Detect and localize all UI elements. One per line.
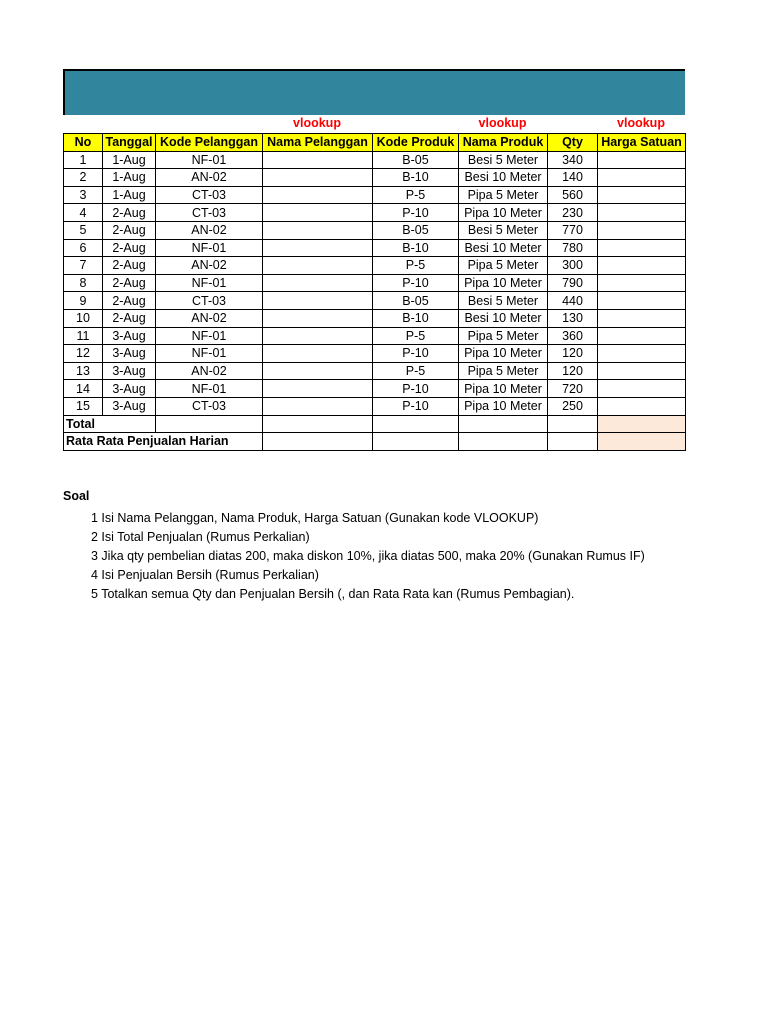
average-cell-kode-produk[interactable]	[373, 433, 459, 451]
cell-tanggal[interactable]: 2-Aug	[103, 221, 156, 239]
cell-tanggal[interactable]: 1-Aug	[103, 186, 156, 204]
average-cell-harga-satuan[interactable]	[598, 433, 686, 451]
cell-no[interactable]: 14	[64, 380, 103, 398]
cell-nama-produk[interactable]: Pipa 5 Meter	[459, 327, 548, 345]
cell-nama-produk[interactable]: Pipa 5 Meter	[459, 362, 548, 380]
cell-nama-produk[interactable]: Pipa 10 Meter	[459, 274, 548, 292]
cell-qty[interactable]: 440	[548, 292, 598, 310]
cell-harga-satuan[interactable]	[598, 362, 686, 380]
cell-harga-satuan[interactable]	[598, 204, 686, 222]
cell-kode-produk[interactable]: B-05	[373, 221, 459, 239]
cell-tanggal[interactable]: 1-Aug	[103, 169, 156, 187]
header-kode-produk[interactable]: Kode Produk	[373, 134, 459, 152]
average-cell-nama-produk[interactable]	[459, 433, 548, 451]
cell-no[interactable]: 5	[64, 221, 103, 239]
table-row	[64, 221, 686, 239]
cell-qty[interactable]: 360	[548, 327, 598, 345]
cell-kode-pelanggan[interactable]: AN-02	[156, 362, 263, 380]
cell-qty[interactable]: 780	[548, 239, 598, 257]
header-tanggal[interactable]: Tanggal	[103, 134, 156, 152]
vlookup-note-harga-satuan: vlookup	[617, 116, 665, 130]
cell-kode-produk[interactable]: B-05	[373, 292, 459, 310]
cell-nama-produk[interactable]: Pipa 10 Meter	[459, 204, 548, 222]
soal-item: 4 Isi Penjualan Bersih (Rumus Perkalian)	[91, 568, 319, 582]
cell-kode-produk[interactable]: P-5	[373, 186, 459, 204]
cell-nama-produk[interactable]: Besi 10 Meter	[459, 169, 548, 187]
total-cell-nama-produk[interactable]	[459, 415, 548, 433]
cell-nama-produk[interactable]: Pipa 5 Meter	[459, 257, 548, 275]
cell-no[interactable]: 10	[64, 309, 103, 327]
cell-no[interactable]: 4	[64, 204, 103, 222]
cell-kode-produk[interactable]: P-10	[373, 380, 459, 398]
cell-nama-pelanggan[interactable]	[263, 239, 373, 257]
cell-nama-pelanggan[interactable]	[263, 397, 373, 415]
total-cell-tanggal[interactable]	[103, 415, 156, 433]
table-row	[64, 151, 686, 169]
cell-kode-pelanggan[interactable]: AN-02	[156, 309, 263, 327]
cell-kode-pelanggan[interactable]: NF-01	[156, 380, 263, 398]
cell-kode-pelanggan[interactable]: NF-01	[156, 239, 263, 257]
title-banner	[63, 69, 685, 115]
cell-kode-produk[interactable]: P-5	[373, 362, 459, 380]
cell-harga-satuan[interactable]	[598, 327, 686, 345]
cell-kode-produk[interactable]: B-05	[373, 151, 459, 169]
cell-nama-pelanggan[interactable]	[263, 362, 373, 380]
total-cell-harga-satuan[interactable]	[598, 415, 686, 433]
cell-harga-satuan[interactable]	[598, 274, 686, 292]
cell-nama-pelanggan[interactable]	[263, 274, 373, 292]
total-cell-nama-pelanggan[interactable]	[263, 415, 373, 433]
cell-kode-pelanggan[interactable]: AN-02	[156, 257, 263, 275]
cell-harga-satuan[interactable]	[598, 169, 686, 187]
cell-kode-produk[interactable]: P-10	[373, 204, 459, 222]
cell-no[interactable]: 1	[64, 151, 103, 169]
total-label[interactable]: Total	[64, 415, 103, 433]
cell-qty[interactable]: 120	[548, 345, 598, 363]
cell-no[interactable]: 6	[64, 239, 103, 257]
cell-nama-pelanggan[interactable]	[263, 292, 373, 310]
cell-kode-produk[interactable]: P-10	[373, 397, 459, 415]
table-row	[64, 186, 686, 204]
header-no[interactable]: No	[64, 134, 103, 152]
total-cell-kode-produk[interactable]	[373, 415, 459, 433]
cell-harga-satuan[interactable]	[598, 186, 686, 204]
cell-kode-pelanggan[interactable]: CT-03	[156, 292, 263, 310]
cell-nama-pelanggan[interactable]	[263, 380, 373, 398]
total-row	[64, 415, 686, 433]
cell-harga-satuan[interactable]	[598, 397, 686, 415]
soal-item: 5 Totalkan semua Qty dan Penjualan Bersih (, dan Rata Rata kan (Rumus Pembagian).	[91, 587, 575, 601]
cell-nama-produk[interactable]: Pipa 10 Meter	[459, 345, 548, 363]
cell-kode-produk[interactable]: P-10	[373, 345, 459, 363]
table-row	[64, 257, 686, 275]
cell-qty[interactable]: 790	[548, 274, 598, 292]
cell-harga-satuan[interactable]	[598, 239, 686, 257]
soal-item: 2 Isi Total Penjualan (Rumus Perkalian)	[91, 530, 310, 544]
table-row	[64, 274, 686, 292]
cell-no[interactable]: 13	[64, 362, 103, 380]
cell-kode-produk[interactable]: P-5	[373, 257, 459, 275]
cell-tanggal[interactable]: 1-Aug	[103, 151, 156, 169]
average-cell-nama-pelanggan[interactable]	[263, 433, 373, 451]
header-nama-produk[interactable]: Nama Produk	[459, 134, 548, 152]
cell-qty[interactable]: 130	[548, 309, 598, 327]
cell-harga-satuan[interactable]	[598, 309, 686, 327]
cell-harga-satuan[interactable]	[598, 345, 686, 363]
cell-no[interactable]: 11	[64, 327, 103, 345]
cell-harga-satuan[interactable]	[598, 380, 686, 398]
cell-kode-pelanggan[interactable]: CT-03	[156, 397, 263, 415]
table-row	[64, 380, 686, 398]
table-row	[64, 292, 686, 310]
cell-kode-pelanggan[interactable]: NF-01	[156, 327, 263, 345]
cell-tanggal[interactable]: 2-Aug	[103, 292, 156, 310]
cell-kode-pelanggan[interactable]: CT-03	[156, 186, 263, 204]
cell-qty[interactable]: 340	[548, 151, 598, 169]
cell-harga-satuan[interactable]	[598, 151, 686, 169]
sales-table	[63, 133, 686, 451]
cell-nama-produk[interactable]: Pipa 10 Meter	[459, 397, 548, 415]
cell-qty[interactable]: 230	[548, 204, 598, 222]
table-row	[64, 397, 686, 415]
cell-no[interactable]: 8	[64, 274, 103, 292]
cell-harga-satuan[interactable]	[598, 257, 686, 275]
cell-tanggal[interactable]: 3-Aug	[103, 362, 156, 380]
cell-qty[interactable]: 250	[548, 397, 598, 415]
table-header-row	[64, 134, 686, 152]
cell-kode-produk[interactable]: P-5	[373, 327, 459, 345]
cell-nama-pelanggan[interactable]	[263, 204, 373, 222]
average-cell-qty[interactable]	[548, 433, 598, 451]
soal-title: Soal	[63, 489, 90, 503]
cell-nama-produk[interactable]: Besi 10 Meter	[459, 309, 548, 327]
cell-qty[interactable]: 720	[548, 380, 598, 398]
cell-nama-pelanggan[interactable]	[263, 327, 373, 345]
cell-tanggal[interactable]: 3-Aug	[103, 380, 156, 398]
table-row	[64, 309, 686, 327]
soal-item: 3 Jika qty pembelian diatas 200, maka diskon 10%, jika diatas 500, maka 20% (Gunakan Rumus IF)	[91, 549, 645, 563]
header-harga-satuan[interactable]: Harga Satuan	[598, 134, 686, 152]
cell-nama-pelanggan[interactable]	[263, 169, 373, 187]
table-row	[64, 239, 686, 257]
table-row	[64, 169, 686, 187]
cell-kode-pelanggan[interactable]: AN-02	[156, 221, 263, 239]
cell-tanggal[interactable]: 2-Aug	[103, 309, 156, 327]
cell-kode-pelanggan[interactable]: NF-01	[156, 274, 263, 292]
cell-kode-produk[interactable]: B-10	[373, 239, 459, 257]
header-qty[interactable]: Qty	[548, 134, 598, 152]
table-row	[64, 204, 686, 222]
cell-qty[interactable]: 300	[548, 257, 598, 275]
cell-kode-produk[interactable]: P-10	[373, 274, 459, 292]
table-row	[64, 362, 686, 380]
cell-kode-pelanggan[interactable]: CT-03	[156, 204, 263, 222]
cell-no[interactable]: 7	[64, 257, 103, 275]
soal-item: 1 Isi Nama Pelanggan, Nama Produk, Harga Satuan (Gunakan kode VLOOKUP)	[91, 511, 539, 525]
cell-nama-produk[interactable]: Besi 5 Meter	[459, 292, 548, 310]
cell-nama-produk[interactable]: Besi 5 Meter	[459, 221, 548, 239]
cell-nama-produk[interactable]: Besi 10 Meter	[459, 239, 548, 257]
cell-nama-produk[interactable]: Besi 5 Meter	[459, 151, 548, 169]
cell-qty[interactable]: 120	[548, 362, 598, 380]
cell-tanggal[interactable]: 3-Aug	[103, 397, 156, 415]
cell-qty[interactable]: 140	[548, 169, 598, 187]
cell-no[interactable]: 15	[64, 397, 103, 415]
cell-nama-produk[interactable]: Pipa 5 Meter	[459, 186, 548, 204]
cell-tanggal[interactable]: 2-Aug	[103, 274, 156, 292]
total-cell-qty[interactable]	[548, 415, 598, 433]
cell-kode-pelanggan[interactable]: NF-01	[156, 345, 263, 363]
cell-nama-pelanggan[interactable]	[263, 186, 373, 204]
cell-nama-pelanggan[interactable]	[263, 221, 373, 239]
vlookup-note-nama-produk: vlookup	[478, 116, 527, 130]
cell-no[interactable]: 2	[64, 169, 103, 187]
average-label[interactable]: Rata Rata Penjualan Harian	[64, 433, 263, 451]
cell-tanggal[interactable]: 2-Aug	[103, 239, 156, 257]
cell-nama-pelanggan[interactable]	[263, 257, 373, 275]
cell-tanggal[interactable]: 2-Aug	[103, 257, 156, 275]
cell-kode-produk[interactable]: B-10	[373, 169, 459, 187]
cell-tanggal[interactable]: 3-Aug	[103, 345, 156, 363]
vlookup-note-nama-pelanggan: vlookup	[293, 116, 341, 130]
soal-list	[91, 509, 645, 604]
cell-harga-satuan[interactable]	[598, 292, 686, 310]
cell-harga-satuan[interactable]	[598, 221, 686, 239]
cell-qty[interactable]: 560	[548, 186, 598, 204]
cell-kode-produk[interactable]: B-10	[373, 309, 459, 327]
average-row	[64, 433, 686, 451]
header-kode-pelanggan[interactable]: Kode Pelanggan	[156, 134, 263, 152]
cell-no[interactable]: 12	[64, 345, 103, 363]
cell-kode-pelanggan[interactable]: AN-02	[156, 169, 263, 187]
cell-nama-pelanggan[interactable]	[263, 309, 373, 327]
cell-qty[interactable]: 770	[548, 221, 598, 239]
cell-nama-pelanggan[interactable]	[263, 345, 373, 363]
table-row	[64, 345, 686, 363]
cell-nama-pelanggan[interactable]	[263, 151, 373, 169]
cell-tanggal[interactable]: 3-Aug	[103, 327, 156, 345]
cell-nama-produk[interactable]: Pipa 10 Meter	[459, 380, 548, 398]
table-row	[64, 327, 686, 345]
total-cell-kode-pelanggan[interactable]	[156, 415, 263, 433]
cell-tanggal[interactable]: 2-Aug	[103, 204, 156, 222]
header-nama-pelanggan[interactable]: Nama Pelanggan	[263, 134, 373, 152]
cell-no[interactable]: 3	[64, 186, 103, 204]
cell-kode-pelanggan[interactable]: NF-01	[156, 151, 263, 169]
cell-no[interactable]: 9	[64, 292, 103, 310]
